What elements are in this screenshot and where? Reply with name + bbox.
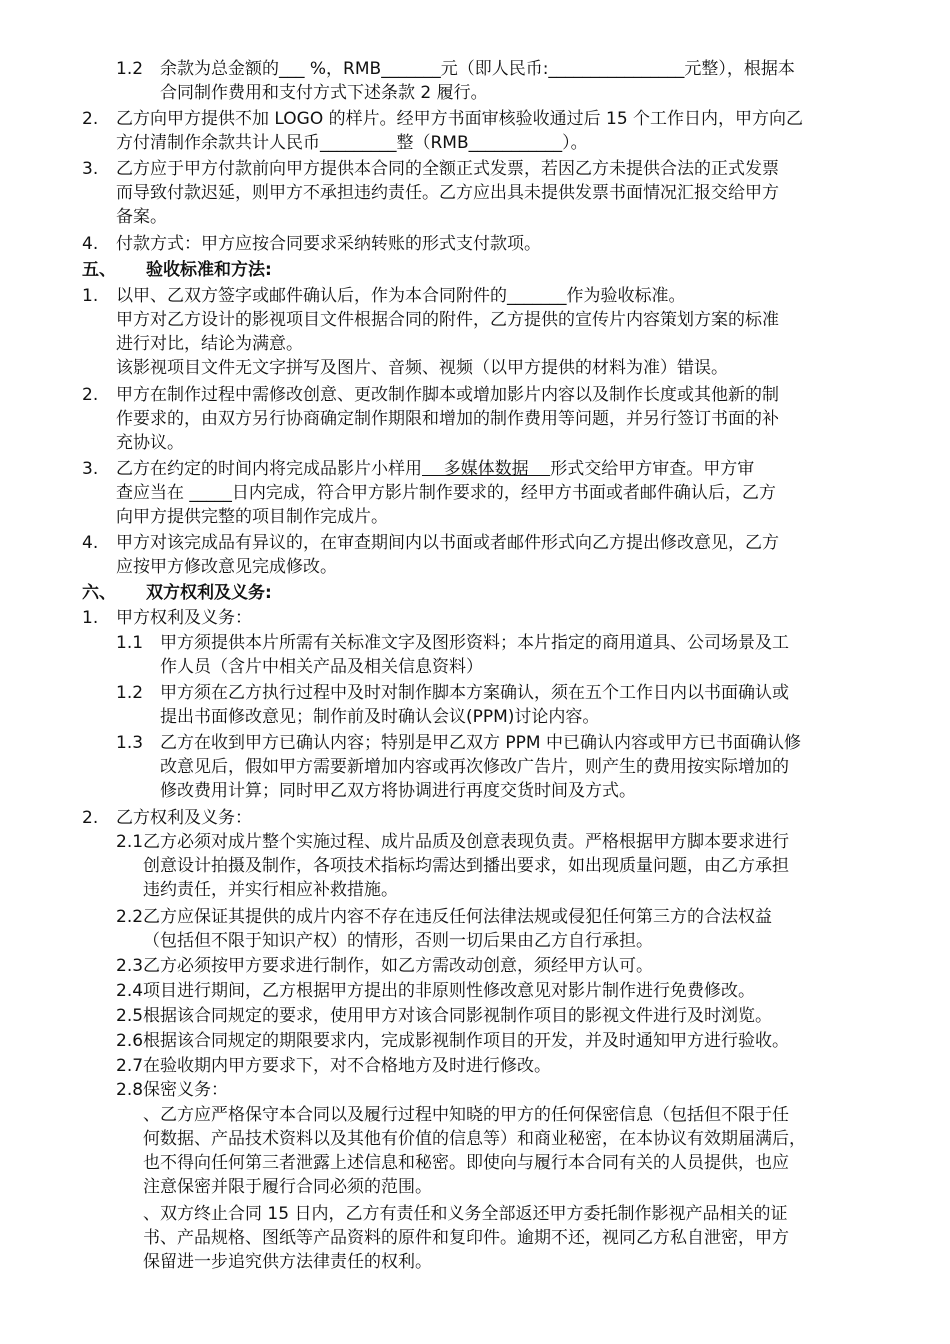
text-line: 乙方必须对成片整个实施过程、成片品质及创意表现负责。严格根据甲方脚本要求进行 bbox=[143, 832, 789, 852]
item-number: 2. bbox=[82, 808, 99, 828]
clause-3-text bbox=[116, 157, 779, 229]
text-line: 在验收期内甲方要求下，对不合格地方及时进行修改。 bbox=[143, 1056, 551, 1076]
text-line: 作要求的，由双方另行协商确定制作期限和增加的制作费用等问题，并另行签订书面的补 bbox=[116, 409, 779, 429]
text-line: 备案。 bbox=[116, 207, 167, 227]
section-title: 双方权利及义务: bbox=[146, 583, 272, 603]
item-number: 2.8 bbox=[116, 1080, 144, 1100]
text-line: 改意见后，假如甲方需要新增加内容或再次修改广告片，则产生的费用按实际增加的 bbox=[160, 757, 789, 777]
item-number: 2. bbox=[82, 109, 99, 129]
item-2-4-text bbox=[143, 979, 755, 1003]
text-line bbox=[116, 457, 776, 481]
text-line: 方付清制作余款共计人民币_________整（RMB___________）。 bbox=[116, 133, 588, 153]
text-line: 乙方向甲方提供不加 LOGO 的样片。经甲方书面审核验收通过后 15 个工作日内，甲方向乙 bbox=[116, 109, 804, 129]
item-number: 2.6 bbox=[116, 1031, 144, 1051]
item-number: 1.1 bbox=[116, 633, 144, 653]
item-1-1-text bbox=[160, 631, 789, 679]
clause-4-text bbox=[116, 232, 541, 256]
text-line: 应按甲方修改意见完成修改。 bbox=[116, 557, 337, 577]
confidentiality-paragraph-2 bbox=[143, 1202, 789, 1274]
text-line: 向甲方提供完整的项目制作完成片。 bbox=[116, 507, 388, 527]
text-segment: 形式交给甲方审查。甲方审 bbox=[550, 459, 755, 479]
item-number: 3. bbox=[82, 459, 99, 479]
section-5-item-1-text bbox=[116, 284, 779, 380]
text-line: 合同制作费用和支付方式下述条款 2 履行。 bbox=[160, 83, 488, 103]
text-line: 该影视项目文件无文字拼写及图片、音频、视频（以甲方提供的材料为准）错误。 bbox=[116, 358, 728, 378]
text-line: 违约责任，并实行相应补救措施。 bbox=[143, 880, 398, 900]
text-line: 作人员（含片中相关产品及相关信息资料） bbox=[160, 657, 483, 677]
section-5-item-4-text bbox=[116, 531, 779, 579]
text-line: 充协议。 bbox=[116, 433, 184, 453]
item-2-2-text bbox=[143, 905, 772, 953]
item-1-2-text bbox=[160, 681, 789, 729]
text-line: 何数据、产品技术资料以及其他有价值的信息等）和商业秘密，在本协议有效期届满后， bbox=[143, 1129, 806, 1149]
text-line: 根据该合同规定的期限要求内，完成影视制作项目的开发，并及时通知甲方进行验收。 bbox=[143, 1031, 789, 1051]
text-line: 余款为总金额的___ %，RMB_______元（即人民币:________________元整），根据本 bbox=[160, 59, 795, 79]
text-line: 根据该合同规定的要求，使用甲方对该合同影视制作项目的影视文件进行及时浏览。 bbox=[143, 1006, 772, 1026]
item-number: 3. bbox=[82, 159, 99, 179]
text-line: 书、产品规格、图纸等产品资料的原件和复印件。逾期不还，视同乙方私自泄密，甲方 bbox=[143, 1228, 789, 1248]
section-title: 验收标准和方法: bbox=[146, 260, 272, 280]
item-number: 2.7 bbox=[116, 1056, 144, 1076]
section-number: 六、 bbox=[82, 583, 116, 603]
text-line: 付款方式：甲方应按合同要求采纳转账的形式支付款项。 bbox=[116, 234, 541, 254]
item-number: 1.2 bbox=[116, 59, 144, 79]
text-line: 修改费用计算；同时甲乙双方将协调进行再度交货时间及方式。 bbox=[160, 781, 636, 801]
confidentiality-paragraph-1 bbox=[143, 1103, 806, 1199]
item-number: 1. bbox=[82, 286, 99, 306]
clause-1-2-text bbox=[160, 57, 795, 105]
item-number: 1. bbox=[82, 608, 99, 628]
text-line: 乙方在收到甲方已确认内容；特别是甲乙双方 PPM 中已确认内容或甲方已书面确认修 bbox=[160, 733, 801, 753]
text-line: 创意设计拍摄及制作，各项技术指标均需达到播出要求，如出现质量问题，由乙方承担 bbox=[143, 856, 789, 876]
text-line: 以甲、乙双方签字或邮件确认后，作为本合同附件的_______作为验收标准。 bbox=[116, 286, 686, 306]
item-number: 2.1 bbox=[116, 832, 144, 852]
text-line: 查应当在 _____日内完成，符合甲方影片制作要求的，经甲方书面或者邮件确认后，乙方 bbox=[116, 483, 776, 503]
text-line: 提出书面修改意见；制作前及时确认会议(PPM)讨论内容。 bbox=[160, 707, 600, 727]
text-line: 保留进一步追究供方法律责任的权利。 bbox=[143, 1252, 432, 1272]
text-line: 进行对比，结论为满意。 bbox=[116, 334, 303, 354]
item-number: 2.5 bbox=[116, 1006, 144, 1026]
item-number: 4. bbox=[82, 234, 99, 254]
underlined-field: 多媒体数据 bbox=[422, 459, 551, 479]
text-line: 注意保密并限于履行合同必须的范围。 bbox=[143, 1177, 432, 1197]
item-2-5-text bbox=[143, 1004, 772, 1028]
text-line: 甲方对乙方设计的影视项目文件根据合同的附件，乙方提供的宣传片内容策划方案的标准 bbox=[116, 310, 779, 330]
section-number: 五、 bbox=[82, 260, 116, 280]
item-number: 2.4 bbox=[116, 981, 144, 1001]
part-1-title: 甲方权利及义务： bbox=[116, 608, 252, 628]
section-5-item-2-text bbox=[116, 383, 779, 455]
text-line: 而导致付款迟延，则甲方不承担违约责任。乙方应出具未提供发票书面情况汇报交给甲方 bbox=[116, 183, 779, 203]
text-line: 也不得向任何第三者泄露上述信息和秘密。即使向与履行本合同有关的人员提供，也应 bbox=[143, 1153, 789, 1173]
text-line: 乙方应于甲方付款前向甲方提供本合同的全额正式发票，若因乙方未提供合法的正式发票 bbox=[116, 159, 779, 179]
item-number: 2.3 bbox=[116, 956, 144, 976]
text-line: 、双方终止合同 15 日内，乙方有责任和义务全部返还甲方委托制作影视产品相关的证 bbox=[143, 1204, 788, 1224]
text-line: 项目进行期间，乙方根据甲方提出的非原则性修改意见对影片制作进行免费修改。 bbox=[143, 981, 755, 1001]
section-5-item-3-text bbox=[116, 457, 776, 529]
text-line: 甲方对该完成品有异议的，在审查期间内以书面或者邮件形式向乙方提出修改意见，乙方 bbox=[116, 533, 779, 553]
text-segment: 乙方在约定的时间内将完成品影片小样用 bbox=[116, 459, 422, 479]
item-2-1-text bbox=[143, 830, 789, 902]
item-number: 4. bbox=[82, 533, 99, 553]
text-line: 甲方在制作过程中需修改创意、更改制作脚本或增加影片内容以及制作长度或其他新的制 bbox=[116, 385, 779, 405]
clause-2-text bbox=[116, 107, 803, 155]
text-line: 乙方应保证其提供的成片内容不存在违反任何法律法规或侵犯任何第三方的合法权益 bbox=[143, 907, 772, 927]
item-number: 1.3 bbox=[116, 733, 144, 753]
item-2-3-text bbox=[143, 954, 653, 978]
item-number: 2. bbox=[82, 385, 99, 405]
text-line: 乙方必须按甲方要求进行制作，如乙方需改动创意，须经甲方认可。 bbox=[143, 956, 653, 976]
part-2-title: 乙方权利及义务： bbox=[116, 808, 252, 828]
text-line: （包括但不限于知识产权）的情形，否则一切后果由乙方自行承担。 bbox=[143, 931, 653, 951]
item-2-7-text bbox=[143, 1054, 551, 1078]
text-line: 、乙方应严格保守本合同以及履行过程中知晓的甲方的任何保密信息（包括但不限于任 bbox=[143, 1105, 789, 1125]
text-line: 甲方须提供本片所需有关标准文字及图形资料；本片指定的商用道具、公司场景及工 bbox=[160, 633, 789, 653]
item-1-3-text bbox=[160, 731, 801, 803]
item-number: 1.2 bbox=[116, 683, 144, 703]
item-number: 2.2 bbox=[116, 907, 144, 927]
item-2-8-title: 保密义务： bbox=[143, 1080, 228, 1100]
text-line: 甲方须在乙方执行过程中及时对制作脚本方案确认，须在五个工作日内以书面确认或 bbox=[160, 683, 789, 703]
item-2-6-text bbox=[143, 1029, 789, 1053]
